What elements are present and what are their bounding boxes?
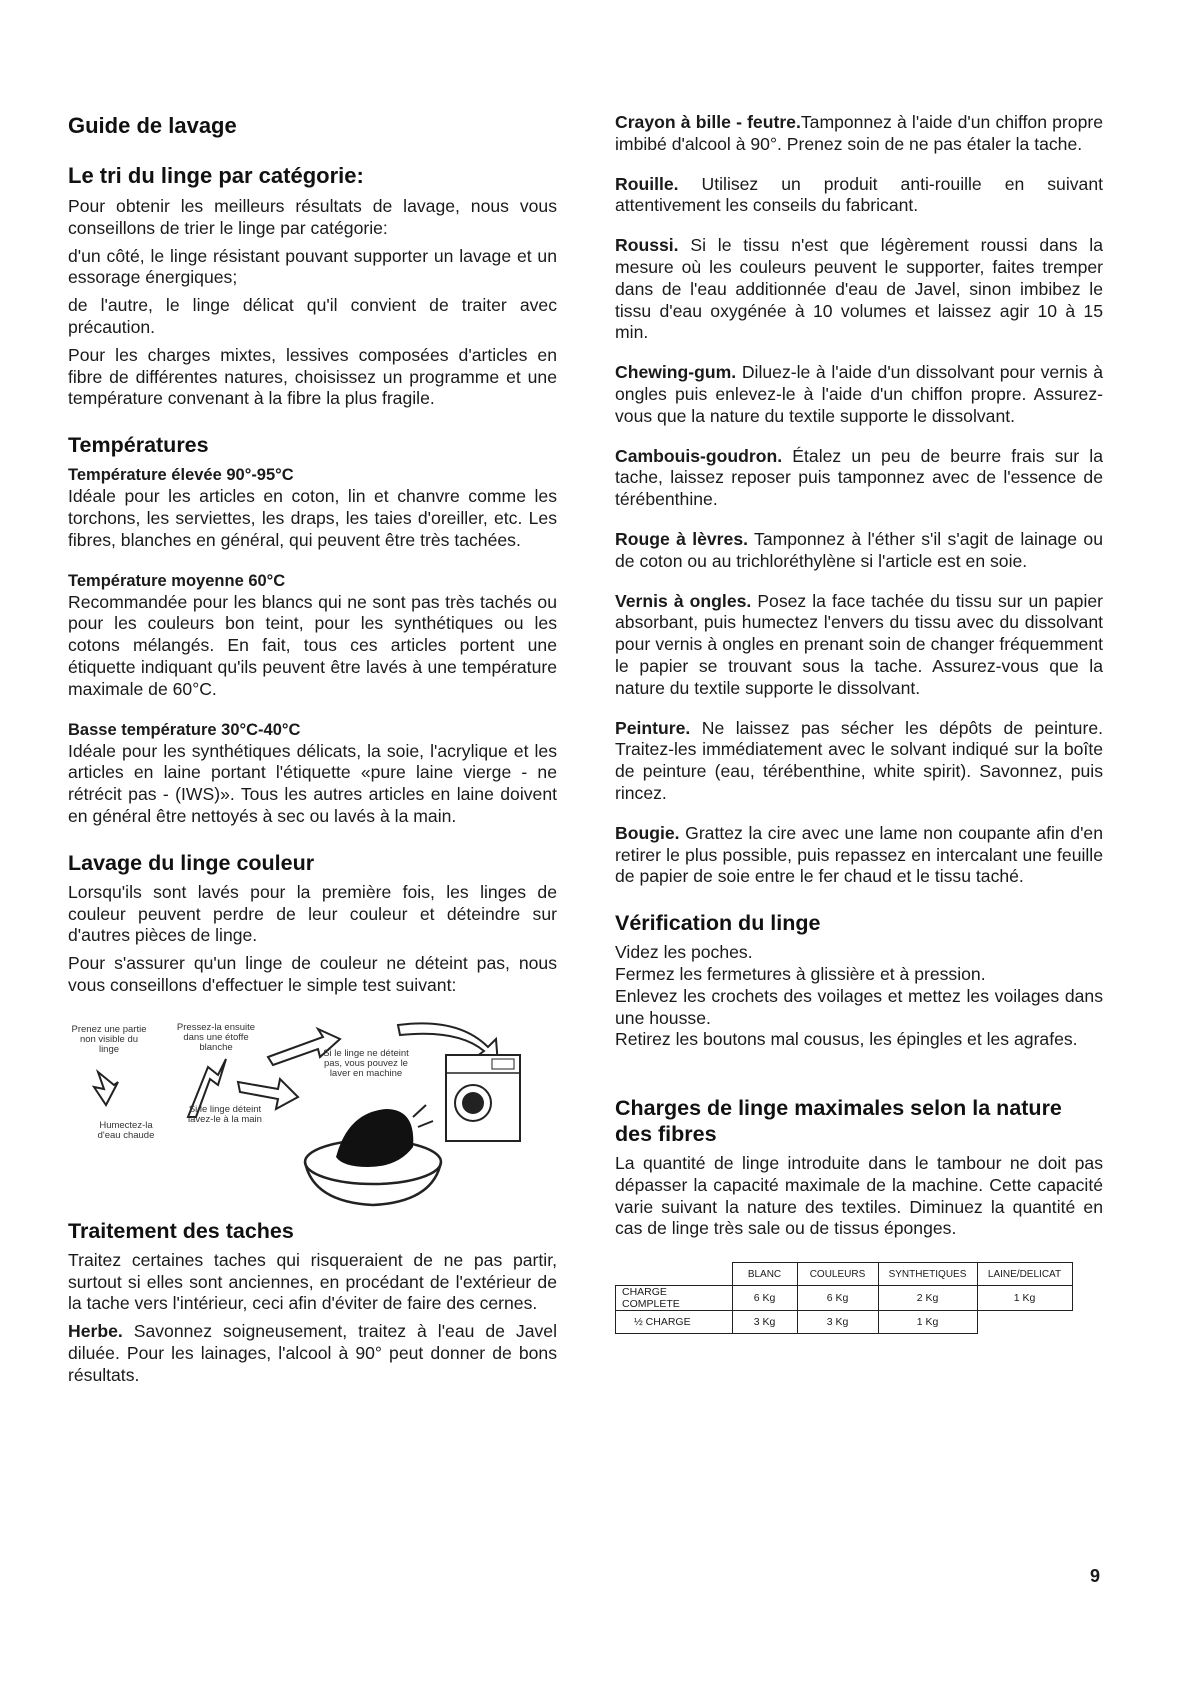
taches-heading: Traitement des taches (68, 1218, 294, 1243)
page-number: 9 (1090, 1566, 1101, 1586)
verif-line-4: Retirez les boutons mal cousus, les épingles et les agrafes. (615, 1029, 1078, 1050)
header-laine-delicat: LAINE/DELICAT (977, 1263, 1072, 1286)
header-couleurs: COULEURS (797, 1263, 878, 1286)
tri-paragraph-1: Pour obtenir les meilleurs résultats de lavage, nous vous conseillons de trier le linge par catégorie: (68, 196, 557, 238)
page-title: Guide de lavage (68, 113, 237, 138)
couleur-heading: Lavage du linge couleur (68, 850, 315, 875)
cambouis-paragraph (615, 446, 1103, 511)
table-cell: 6 Kg (732, 1286, 797, 1311)
row-label-demi-charge: ½ CHARGE (616, 1311, 733, 1334)
bougie-paragraph (615, 823, 1103, 888)
temp-low-title: Basse température 30°C-40°C (68, 720, 301, 739)
crayon-paragraph (615, 112, 1103, 156)
illus-caption-1: Prenez une partie non visible du linge (71, 1023, 147, 1055)
wash-basin-icon (305, 1105, 441, 1205)
couleur-paragraph-2: Pour s'assurer qu'un linge de couleur ne déteint pas, nous vous conseillons d'effectuer le simple test suivant: (68, 953, 557, 995)
chewing-text: Diluez-le à l'aide d'un dissolvant pour vernis à ongles puis enlevez-le à l'aide d'un chiffon propre. Assurez-vous que la nature du textile supporte le dissolvant. (615, 362, 1103, 426)
vernis-label: Vernis à ongles. (615, 590, 752, 611)
crayon-label: Crayon à bille - feutre. (615, 112, 801, 132)
chewing-label: Chewing-gum. (615, 362, 737, 383)
tri-paragraph-3: de l'autre, le linge délicat qu'il convient de traiter avec précaution. (68, 295, 557, 337)
washing-machine-icon (446, 1055, 520, 1141)
right-column (615, 112, 1103, 1334)
rouge-label: Rouge à lèvres. (615, 528, 748, 549)
chewing-paragraph (615, 362, 1103, 427)
verif-line-1: Videz les poches. (615, 942, 753, 963)
herbe-text: Savonnez soigneusement, traitez à l'eau de Javel diluée. Pour les lainages, l'alcool à 90° peut donner de bons résultats. (68, 1321, 557, 1385)
charges-paragraph: La quantité de linge introduite dans le tambour ne doit pas dépasser la capacité maximale de la machine. Cette capacité varie suivant la nature des textiles. Diminuez la quantité en cas de linge très sale ou de tissus éponges. (615, 1153, 1103, 1239)
peinture-text: Ne laissez pas sécher les dépôts de peinture. Traitez-les immédiatement avec le solvant indiqué sur la boîte de peinture (eau, térébenthine, white spirit). Savonnez, puis rincez. (615, 717, 1103, 803)
rouille-paragraph (615, 174, 1103, 218)
temp-high-title: Température élevée 90°-95°C (68, 466, 294, 485)
vernis-paragraph (615, 591, 1103, 700)
temp-mid-title: Température moyenne 60°C (68, 571, 286, 590)
table-cell: 3 Kg (732, 1311, 797, 1334)
bougie-label: Bougie. (615, 822, 680, 843)
couleur-paragraph-1: Lorsqu'ils sont lavés pour la première fois, les linges de couleur peuvent perdre de leur couleur et déteindre sur d'autres pièces de linge. (68, 881, 557, 946)
table-cell: 3 Kg (797, 1311, 878, 1334)
verif-line-2: Fermez les fermetures à glissière et à pression. (615, 963, 986, 984)
peinture-label: Peinture. (615, 717, 691, 738)
tri-heading: Le tri du linge par catégorie: (68, 163, 364, 188)
table-row (616, 1311, 1073, 1334)
rouille-text: Utilisez un produit anti-rouille en suivant attentivement les conseils du fabricant. (615, 173, 1103, 216)
roussi-paragraph (615, 235, 1103, 344)
tri-paragraph-2: d'un côté, le linge résistant pouvant supporter un lavage et un essorage énergiques; (68, 245, 557, 288)
illus-caption-5: Si le linge déteint lavez-le à la main (188, 1103, 262, 1125)
verif-line-3: Enlevez les crochets des voilages et mettez les voilages dans une housse. (615, 985, 1103, 1028)
temp-low-text: Idéale pour les synthétiques délicats, la soie, l'acrylique et les articles en laine portant l'étiquette «pure laine vierge - ne rétrécit pas - (IWS)». Tous les autres articles en laine doivent en général être nettoyés à sec ou lavés à la main. (68, 740, 557, 826)
color-test-illustration (68, 1017, 557, 1212)
table-cell: 2 Kg (878, 1286, 977, 1311)
herbe-paragraph (68, 1321, 557, 1386)
rouille-label: Rouille. (615, 173, 679, 194)
table-cell-empty (977, 1311, 1072, 1334)
temp-high-text: Idéale pour les articles en coton, lin et chanvre comme les torchons, les serviettes, les draps, les taies d'oreiller, etc. Les fibres, blanches en général, qui peuvent être très tachées. (68, 486, 557, 550)
left-column (68, 112, 557, 1387)
rouge-paragraph (615, 529, 1103, 573)
table-row (616, 1286, 1073, 1311)
illus-caption-3: Si le linge ne déteint pas, vous pouvez le laver en machine (323, 1047, 409, 1079)
table-cell: 1 Kg (878, 1311, 977, 1334)
crayon-text: Tamponnez à l'aide d'un chiffon propre imbibé d'alcool à 90°. Prenez soin de ne pas étaler la tache. (615, 112, 1103, 154)
table-cell: 6 Kg (797, 1286, 878, 1311)
taches-paragraph-1: Traitez certaines taches qui risqueraient de ne pas partir, surtout si elles sont anciennes, en procédant de l'extérieur de la tache vers l'intérieur, ceci afin d'éviter de faire des cernes. (68, 1249, 557, 1314)
temperatures-heading: Températures (68, 433, 209, 458)
vernis-text: Posez la face tachée du tissu sur un papier absorbant, puis humectez l'envers du tissu avec du dissolvant pour vernis à ongles en prenant soin de changer fréquemment le papier se trouvant sous la tache. Assurez-vous que la nature du textile supporte le dissolvant. (615, 590, 1104, 698)
illus-caption-2: Pressez-la ensuite dans une étoffe blanche (176, 1021, 256, 1053)
load-capacity-table (615, 1262, 1073, 1334)
table-cell: 1 Kg (977, 1286, 1072, 1311)
header-blanc: BLANC (732, 1263, 797, 1286)
rouge-text: Tamponnez à l'éther s'il s'agit de lainage ou de coton ou au trichloréthylène si l'article est en soie. (615, 528, 1103, 571)
arrow-down-icon (94, 1072, 118, 1105)
bougie-text: Grattez la cire avec une lame non coupante afin d'en retirer le plus possible, puis repassez en intercalant une feuille de papier de soie entre le fer chaud et le tissu taché. (615, 822, 1103, 887)
cambouis-label: Cambouis-goudron. (615, 445, 783, 466)
cambouis-text: Étalez un peu de beurre frais sur la tache, laissez reposer puis tamponnez avec de l'essence de térébenthine. (615, 445, 1103, 510)
row-label-charge-complete: CHARGE COMPLETE (616, 1286, 733, 1311)
tri-paragraph-4: Pour les charges mixtes, lessives composées d'articles en fibre de différentes natures, choisissez un programme et une température convenant à la fibre la plus fragile. (68, 344, 557, 409)
verification-heading: Vérification du linge (615, 911, 821, 936)
roussi-text: Si le tissu n'est que légèrement roussi dans la mesure où les couleurs peuvent le supporter, faites tremper dans de l'eau additionnée d'eau de Javel, sinon imbibez le tissu d'eau oxygénée à 10 volumes et laissez agir 10 à 15 min. (615, 235, 1103, 343)
charges-heading: Charges de linge maximales selon la nature des fibres (615, 1096, 1062, 1147)
table-corner (616, 1263, 733, 1286)
temp-mid-text: Recommandée pour les blancs qui ne sont pas très tachés ou pour les couleurs bon teint, pour les synthétiques ou les cotons mélangés. En fait, tous ces articles portent une étiquette indiquant qu'ils peuvent être lavés à une température maximale de 60°C. (68, 591, 557, 699)
herbe-label: Herbe. (68, 1321, 123, 1342)
peinture-paragraph (615, 718, 1103, 805)
roussi-label: Roussi. (615, 235, 679, 256)
header-synthetiques: SYNTHETIQUES (878, 1263, 977, 1286)
illus-caption-4: Humectez-la d'eau chaude (97, 1119, 155, 1141)
table-header-row (616, 1263, 1073, 1286)
